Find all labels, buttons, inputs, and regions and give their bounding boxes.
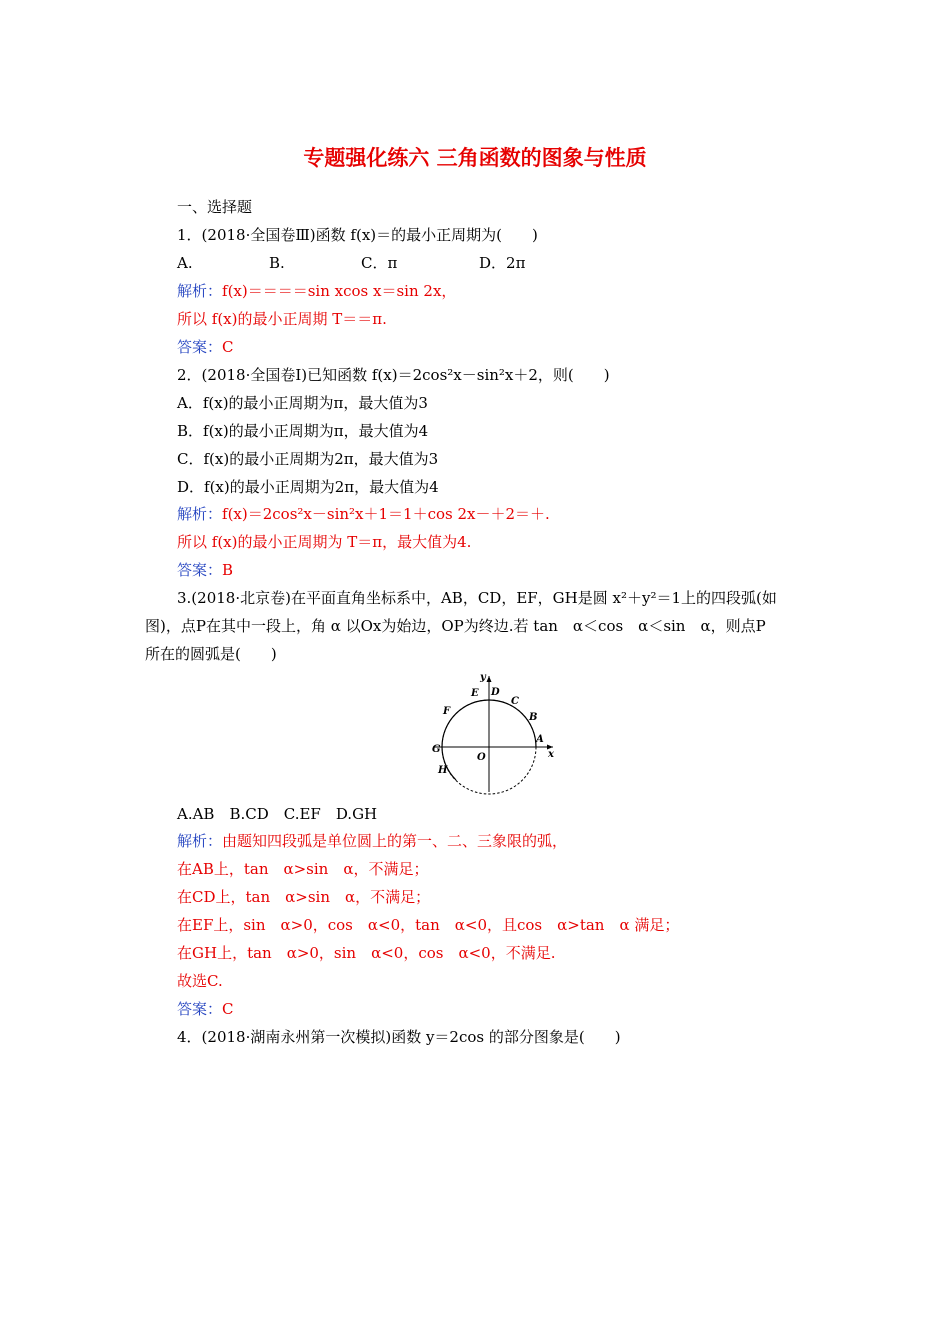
q3-answer-label: 答案： [177, 1000, 223, 1018]
q3-stem-line3: 所在的圆弧是( ) [145, 645, 277, 663]
q2-answer-line [177, 559, 233, 581]
q2-analysis-line2: 所以 f(x)的最小正周期为 T＝π，最大值为4. [177, 533, 472, 551]
unit-circle-figure [425, 668, 560, 796]
q1-analysis-label: 解析： [177, 282, 223, 300]
label-x: x [548, 749, 554, 760]
q1-option-d: D．2π [479, 254, 526, 272]
y-axis-arrow [487, 676, 492, 682]
q2-analysis-text: f(x)＝2cos²x－sin²x＋1＝1＋cos 2x－＋2＝＋. [222, 505, 550, 523]
q1-option-b: B. [269, 254, 285, 272]
q3-analysis-text-3: 在CD上，tan α>sin α，不满足； [177, 888, 431, 906]
q2-answer-label: 答案： [177, 561, 223, 579]
q3-analysis-text-5: 在GH上，tan α>0，sin α<0，cos α<0，不满足. [177, 944, 556, 962]
q3-analysis-text-4: 在EF上，sin α>0，cos α<0，tan α<0，且cos α>tan α 满足； [177, 916, 680, 934]
label-h: H [438, 765, 448, 776]
label-y: y [480, 672, 486, 683]
q3-options: A.AB B.CD C.EF D.GH [177, 805, 378, 823]
q1-analysis-text: f(x)＝＝＝＝sin xcos x＝sin 2x， [222, 282, 457, 300]
label-o: O [477, 752, 486, 763]
q1-options [177, 252, 525, 274]
q3-analysis-line1 [177, 830, 567, 852]
label-a: A [536, 734, 544, 745]
q1-stem: 1．(2018·全国卷Ⅲ)函数 f(x)＝的最小正周期为( ) [177, 226, 538, 244]
q2-option-d: D．f(x)的最小正周期为2π，最大值为4 [177, 478, 439, 496]
label-g: G [432, 744, 441, 755]
label-e: E [471, 688, 479, 699]
q1-answer-line [177, 336, 234, 358]
q3-analysis-text-2: 在AB上，tan α>sin α，不满足； [177, 860, 429, 878]
q2-answer-value: B [222, 561, 234, 579]
page-title: 专题强化练六 三角函数的图象与性质 [303, 146, 647, 170]
q1-answer-label: 答案： [177, 338, 223, 356]
section-heading: 一、选择题 [177, 198, 253, 216]
q3-analysis-text-6: 故选C. [177, 972, 223, 990]
q3-stem-line2: 图)，点P在其中一段上，角 α 以Ox为始边，OP为终边.若 tan α＜cos α＜sin α，则点P [145, 617, 766, 635]
q3-analysis-text-1: 由题知四段弧是单位圆上的第一、二、三象限的弧， [222, 832, 568, 850]
label-f: F [443, 706, 451, 717]
arc-ab-cd [489, 700, 536, 747]
q1-answer-value: C [222, 338, 234, 356]
q2-analysis-label: 解析： [177, 505, 223, 523]
q3-stem-line1: 3.(2018·北京卷)在平面直角坐标系中，AB，CD，EF，GH是圆 x²＋y²＝1上的四段弧(如 [177, 589, 777, 607]
label-d: D [491, 687, 500, 698]
q2-option-b: B．f(x)的最小正周期为π，最大值为4 [177, 422, 429, 440]
q1-analysis-line2: 所以 f(x)的最小正周期 T＝＝π. [177, 310, 387, 328]
q2-option-c: C．f(x)的最小正周期为2π，最大值为3 [177, 450, 439, 468]
q1-analysis-line [177, 280, 456, 302]
q2-option-a: A．f(x)的最小正周期为π，最大值为3 [177, 394, 428, 412]
q1-option-c: C．π [361, 254, 398, 272]
q3-answer-value: C [222, 1000, 234, 1018]
q2-stem: 2．(2018·全国卷Ⅰ)已知函数 f(x)＝2cos²x－sin²x＋2，则( ) [177, 366, 610, 384]
label-c: C [511, 696, 519, 707]
q4-stem: 4．(2018·湖南永州第一次模拟)函数 y＝2cos 的部分图象是( ) [177, 1028, 621, 1046]
label-b: B [529, 712, 538, 723]
q3-answer-line [177, 998, 234, 1020]
q3-analysis-label: 解析： [177, 832, 223, 850]
q2-analysis-line [177, 503, 550, 525]
q1-option-a: A. [177, 254, 193, 272]
